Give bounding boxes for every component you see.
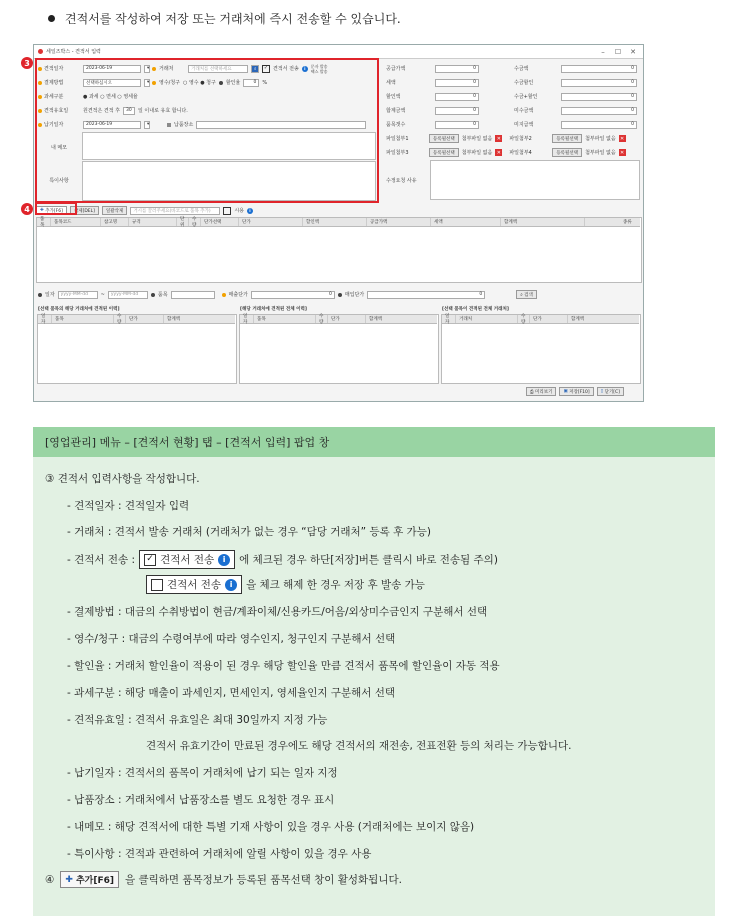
label-estimate-date: 견적일자	[44, 66, 64, 72]
delete-button[interactable]: 삭제[DEL]	[70, 206, 99, 215]
desc-due-date: - 납기일자 : 견적서의 품목이 거래처에 납기 되는 일자 지정	[67, 767, 338, 779]
step-4-prefix: ④	[45, 873, 55, 886]
step-4-note: 을 클릭하면 품목정보가 등록된 품목선택 창이 활성화됩니다.	[125, 874, 402, 886]
sample-checked-label: 견적서 전송	[160, 554, 215, 566]
attach-1-remove-icon[interactable]: ✕	[496, 135, 501, 142]
history-filter: 일자 yyyy-MM-dd ~ yyyy-MM-dd 품목 매출단가 0 매입단가 0 ⌕ 검색	[38, 289, 638, 300]
payment-select[interactable]: 선택하십시오	[83, 79, 141, 87]
h1-col-date: 일자	[38, 315, 52, 323]
h1-col-item: 품목	[52, 315, 114, 323]
close-label: 닫기[C]	[604, 389, 620, 395]
label-attach-1: 파일첨부1	[386, 136, 409, 142]
attach-3-select-button[interactable]: 등록될선택	[429, 148, 459, 157]
barcode-search-input[interactable]: 거시를 끌러주세요(바코드로 품목 추가)	[130, 207, 220, 215]
label-discount: 할인율	[225, 80, 241, 86]
desc-customer: - 거래처 : 견적서 발송 거래처 (거래처가 없는 경우 “담당 거래처” 등록 후 가능)	[67, 526, 431, 538]
send-info-icon[interactable]: i	[302, 66, 308, 72]
label-tax: 과세구분	[44, 94, 64, 100]
desc-validity-note: 견적서 유효기간이 만료된 경우에도 해당 견적서의 재전송, 전표전환 등의 처리는 가능합니다.	[146, 740, 572, 752]
collect-row-4	[514, 105, 637, 116]
h3-col-qty: 수량	[518, 315, 530, 323]
attach-2-remove-icon[interactable]: ✕	[620, 135, 625, 142]
h1-col-price: 단가	[126, 315, 164, 323]
attach-3-remove-icon[interactable]: ✕	[496, 149, 501, 156]
preview-label: 미리보기	[535, 389, 553, 395]
step-3-text: ③ 견적서 입력사항을 작성합니다.	[45, 473, 200, 485]
totals-row-4	[386, 105, 479, 116]
add-button-sample-label: 추가[F6]	[75, 876, 114, 886]
attach-1-state: 첨부파일 없음	[461, 136, 493, 142]
desc-discount: - 할인율 : 거래처 할인율이 적용이 된 경우 해당 할인율 만큼 견적서 품목에 할인율이 자동 적용	[67, 660, 500, 672]
items-grid-header	[37, 218, 640, 227]
add-button-sample	[60, 871, 119, 888]
desc-validity: - 견적유효일 : 견적서 유효일은 최대 30일까지 지정 가능	[67, 714, 328, 726]
label-payment: 결제방법	[44, 80, 64, 86]
date-to-field[interactable]: yyyy-MM-dd	[108, 291, 148, 299]
minimize-button[interactable]: –	[601, 47, 605, 56]
h3-col-customer: 거래처	[456, 315, 518, 323]
sell-price-field[interactable]: 0	[251, 291, 335, 299]
collect-row-2	[514, 77, 637, 88]
desc-estimate-date: - 견적일자 : 견적일자 입력	[67, 500, 190, 512]
desc-payment: - 결제방법 : 대금의 수취방법이 현금/계좌이체/신용카드/어음/외상미수금인지 구분해서 선택	[67, 606, 488, 618]
save-label: 저장[F10]	[569, 389, 590, 395]
estimate-date-field[interactable]: 2023-06-19	[83, 65, 141, 73]
h2-col-total: 합계액	[369, 317, 383, 322]
label-item-count: 품목갯수	[386, 122, 406, 128]
total-field: 0	[435, 107, 479, 115]
serial-label: 시용	[234, 208, 244, 214]
col-type: 종류	[623, 220, 632, 225]
history-2-title: [해당 거래처에 견적된 전체 이력]	[240, 307, 307, 312]
col-ref-name: 참고명	[101, 218, 129, 226]
h1-col-total: 합계액	[167, 317, 181, 322]
collect-row-5	[514, 119, 637, 130]
label-notes: 특이사항	[49, 178, 69, 184]
label-memo: 내 메모	[50, 144, 68, 151]
label-correction: 수정요청 사유	[386, 178, 417, 184]
close-window-button[interactable]: ✕	[630, 47, 636, 56]
col-tax: 세액	[431, 218, 501, 226]
plus-icon: ✚	[65, 874, 73, 885]
label-attach-4: 파일첨부4	[509, 150, 532, 156]
intro-bullet	[48, 10, 401, 27]
label-collect-plus: 수금+할인	[514, 94, 538, 100]
discount-amount-field: 0	[435, 93, 479, 101]
collect-row-1	[514, 63, 637, 74]
serial-info-icon[interactable]: i	[247, 208, 253, 214]
h2-col-price: 단가	[328, 315, 366, 323]
bullet-icon	[38, 293, 42, 297]
label-sell-price: 매출단가	[228, 292, 248, 298]
attach-row-1	[386, 133, 626, 144]
h1-col-qty: 수량	[114, 315, 126, 323]
collect-plus-field: 0	[561, 93, 637, 101]
save-button[interactable]	[559, 387, 593, 396]
step-4-text	[45, 871, 402, 888]
receivable-field: 0	[561, 107, 637, 115]
label-tax-amount: 세액	[386, 80, 396, 86]
history-3-header	[442, 315, 639, 324]
payment-dropdown-icon[interactable]: ▾	[144, 79, 150, 87]
percent-label: %	[262, 79, 268, 86]
history-1-grid[interactable]	[37, 314, 237, 384]
label-attach-3: 파일첨부3	[386, 150, 409, 156]
preview-button[interactable]	[526, 387, 556, 396]
save-icon: ▣	[563, 389, 568, 394]
totals-row-2	[386, 77, 479, 88]
info-header	[33, 427, 715, 457]
col-supply: 공급가액	[367, 218, 431, 226]
app-icon	[38, 49, 43, 54]
label-validity: 견적유효일	[44, 108, 69, 114]
label-due-date: 납기일자	[44, 122, 64, 128]
step-4-badge: 4	[21, 203, 33, 215]
label-supply: 공급가액	[386, 66, 406, 72]
history-1-title: [선택 품목의 해당 거래처에 견적된 이력]	[38, 307, 120, 312]
filter-item-field[interactable]	[171, 291, 215, 299]
desc-notes: - 특이사항 : 견적과 관련하여 거래처에 알릴 사항이 있을 경우 사용	[67, 848, 372, 860]
history-3-title: [선택 품목이 견적된 전체 거래처]	[442, 307, 509, 312]
attach-1-select-button[interactable]: 등록될선택	[429, 134, 459, 143]
highlight-add-button	[35, 202, 77, 215]
label-discount-amount: 할인액	[386, 94, 401, 100]
estimate-window	[33, 44, 644, 402]
label-collected: 수금액	[514, 66, 529, 72]
due-date-dropdown-icon[interactable]: ▾	[144, 121, 150, 129]
bullet-icon	[338, 293, 342, 297]
h3-col-total: 합계액	[571, 317, 585, 322]
tax-radio-group[interactable]: ● 과세 ○ 면세 ○ 영세율	[83, 94, 138, 100]
col-price-select: 단가선택	[201, 218, 239, 226]
search-icon[interactable]: ⌕	[251, 65, 259, 73]
col-discount: 할인액	[303, 218, 367, 226]
step-3-badge: 3	[21, 57, 33, 69]
checked-box-icon: ✓	[144, 554, 156, 566]
correction-row	[386, 175, 426, 186]
desc-memo: - 내메모 : 해당 견적서에 대한 특별 기재 사항이 있을 경우 사용 (거래처에는 보이지 않음)	[67, 821, 475, 833]
buy-price-field[interactable]: 0	[367, 291, 485, 299]
door-icon: ▯	[600, 389, 604, 394]
send-checkbox-unchecked-sample	[146, 575, 242, 594]
highlight-input-area	[35, 58, 379, 203]
desc-send-label: - 견적서 전송 :	[67, 554, 136, 566]
label-delivery-place: 납품장소	[174, 122, 194, 128]
validity-days-field[interactable]: 30	[123, 107, 135, 115]
h2-col-qty: 수량	[316, 315, 328, 323]
label-unpaid: 미지급액	[514, 122, 534, 128]
desc-delivery-place: - 납품장소 : 거래처에서 납품장소를 별도 요청한 경우 표시	[67, 794, 335, 806]
collect-discount-field: 0	[561, 79, 637, 87]
window-titlebar	[34, 45, 643, 59]
serial-checkbox[interactable]	[223, 207, 231, 215]
desc-receipt: - 영수/청구 : 대금의 수령여부에 따라 영수인지, 청구인지 구분해서 선택	[67, 633, 396, 645]
send-checkbox-checked-sample	[139, 550, 235, 569]
send-option-sms[interactable]: 문자 발송	[310, 63, 328, 69]
history-2-header	[240, 315, 437, 324]
totals-row-1	[386, 63, 479, 74]
totals-row-5	[386, 119, 479, 130]
col-unit: 단위	[177, 218, 189, 226]
h3-col-price: 단가	[530, 315, 568, 323]
col-item: 품목	[37, 218, 51, 226]
plus-icon: ✚	[40, 208, 44, 213]
h2-col-item: 품목	[254, 315, 316, 323]
label-receipt: 영수/청구	[159, 80, 181, 86]
label-buy-price: 매입단가	[344, 292, 365, 298]
desc-send-checked-note: 에 체크된 경우 하단[저장]버튼 클릭시 바로 전송됨 주의)	[239, 554, 498, 566]
history-3-grid[interactable]	[441, 314, 641, 384]
bullet-dot-icon	[48, 15, 55, 22]
history-1-header	[38, 315, 235, 324]
info-header-text: [영업관리] 메뉴 – [견적서 현황] 탭 – [견적서 입력] 팝업 창	[45, 436, 330, 449]
col-total: 합계액	[501, 218, 585, 226]
search-icon: ⌕	[520, 292, 523, 298]
col-item-code: 품목코드	[51, 218, 101, 226]
desc-send-unchecked-note: 을 체크 해제 한 경우 저장 후 발송 가능	[246, 579, 425, 591]
bullet-icon	[151, 293, 155, 297]
unchecked-box-icon	[151, 579, 163, 591]
col-price: 단가	[239, 218, 303, 226]
customer-input[interactable]: 거래처를 선택하세요	[188, 65, 248, 73]
label-receivable: 미수금액	[514, 108, 534, 114]
attach-2-select-button[interactable]: 등록될선택	[552, 134, 582, 143]
attach-4-state: 첨부파일 없음	[585, 150, 616, 156]
label-collect-discount: 수금할인	[514, 80, 534, 86]
window-title: 세일즈박스 - 견적서 입력	[46, 49, 101, 55]
label-filter-date: 일자	[45, 292, 55, 298]
col-qty: 수량	[189, 218, 201, 226]
desc-tax: - 과세구분 : 해당 매출이 과세인지, 면세인지, 영세율인지 구분해서 선택	[67, 687, 396, 699]
tax-amount-field: 0	[435, 79, 479, 87]
due-date-field[interactable]: 2023-06-19	[83, 121, 141, 129]
collect-row-3	[514, 91, 637, 102]
send-checkbox[interactable]: ✓	[263, 65, 269, 71]
label-attach-2: 파일첨부2	[509, 136, 532, 142]
preview-icon: ⎙	[530, 389, 534, 395]
sample-unchecked-label: 견적서 전송	[167, 579, 222, 591]
date-dropdown-icon[interactable]: ▾	[144, 65, 150, 73]
info-body	[33, 457, 715, 916]
history-search-label: 검색	[524, 292, 533, 298]
validity-prefix: 원견적은 견적 후	[83, 108, 120, 114]
label-total: 합계금액	[386, 108, 406, 114]
collected-field: 0	[561, 65, 637, 73]
send-option-fax[interactable]: 팩스 발송	[310, 68, 328, 74]
supply-field: 0	[435, 65, 479, 73]
h2-col-date: 일자	[240, 315, 254, 323]
receipt-radio-group[interactable]: ○ 영수 ● 청구	[183, 80, 216, 86]
attach-4-select-button[interactable]: 등록될선택	[552, 148, 582, 157]
maximize-button[interactable]: ☐	[614, 47, 622, 56]
desc-send-unchecked	[146, 575, 425, 594]
correction-textarea[interactable]	[430, 160, 640, 200]
add-item-label: 추가[F6]	[45, 208, 63, 214]
validity-suffix: 일 이내로 유효 합니다.	[138, 108, 188, 114]
history-2-grid[interactable]	[239, 314, 439, 384]
send-label: 견적서 전송	[273, 66, 299, 72]
bullet-icon	[222, 293, 226, 297]
window-footer	[526, 386, 624, 397]
info-icon: i	[218, 554, 230, 566]
label-filter-item: 품목	[157, 292, 168, 298]
h3-col-date: 일자	[442, 315, 456, 323]
unpaid-field: 0	[561, 121, 637, 129]
attach-3-state: 첨부파일 없음	[461, 150, 493, 156]
attach-row-2	[386, 147, 626, 158]
attach-2-state: 첨부파일 없음	[585, 136, 616, 142]
delete-all-button[interactable]: 일괄삭제	[102, 206, 127, 215]
item-count-field: 0	[435, 121, 479, 129]
info-icon: i	[225, 579, 237, 591]
date-from-field[interactable]: yyyy-MM-dd	[58, 291, 98, 299]
totals-row-3	[386, 91, 479, 102]
history-search-button[interactable]	[516, 290, 537, 299]
label-customer: 거래처	[159, 66, 174, 72]
close-button[interactable]	[597, 387, 624, 396]
grid-toolbar	[36, 205, 636, 216]
attach-4-remove-icon[interactable]: ✕	[620, 149, 625, 156]
desc-send-checked	[67, 550, 498, 569]
intro-text: 견적서를 작성하여 저장 또는 거래처에 즉시 전송할 수 있습니다.	[65, 12, 401, 26]
discount-field[interactable]: 0	[243, 79, 259, 87]
col-spec: 규격	[129, 218, 177, 226]
